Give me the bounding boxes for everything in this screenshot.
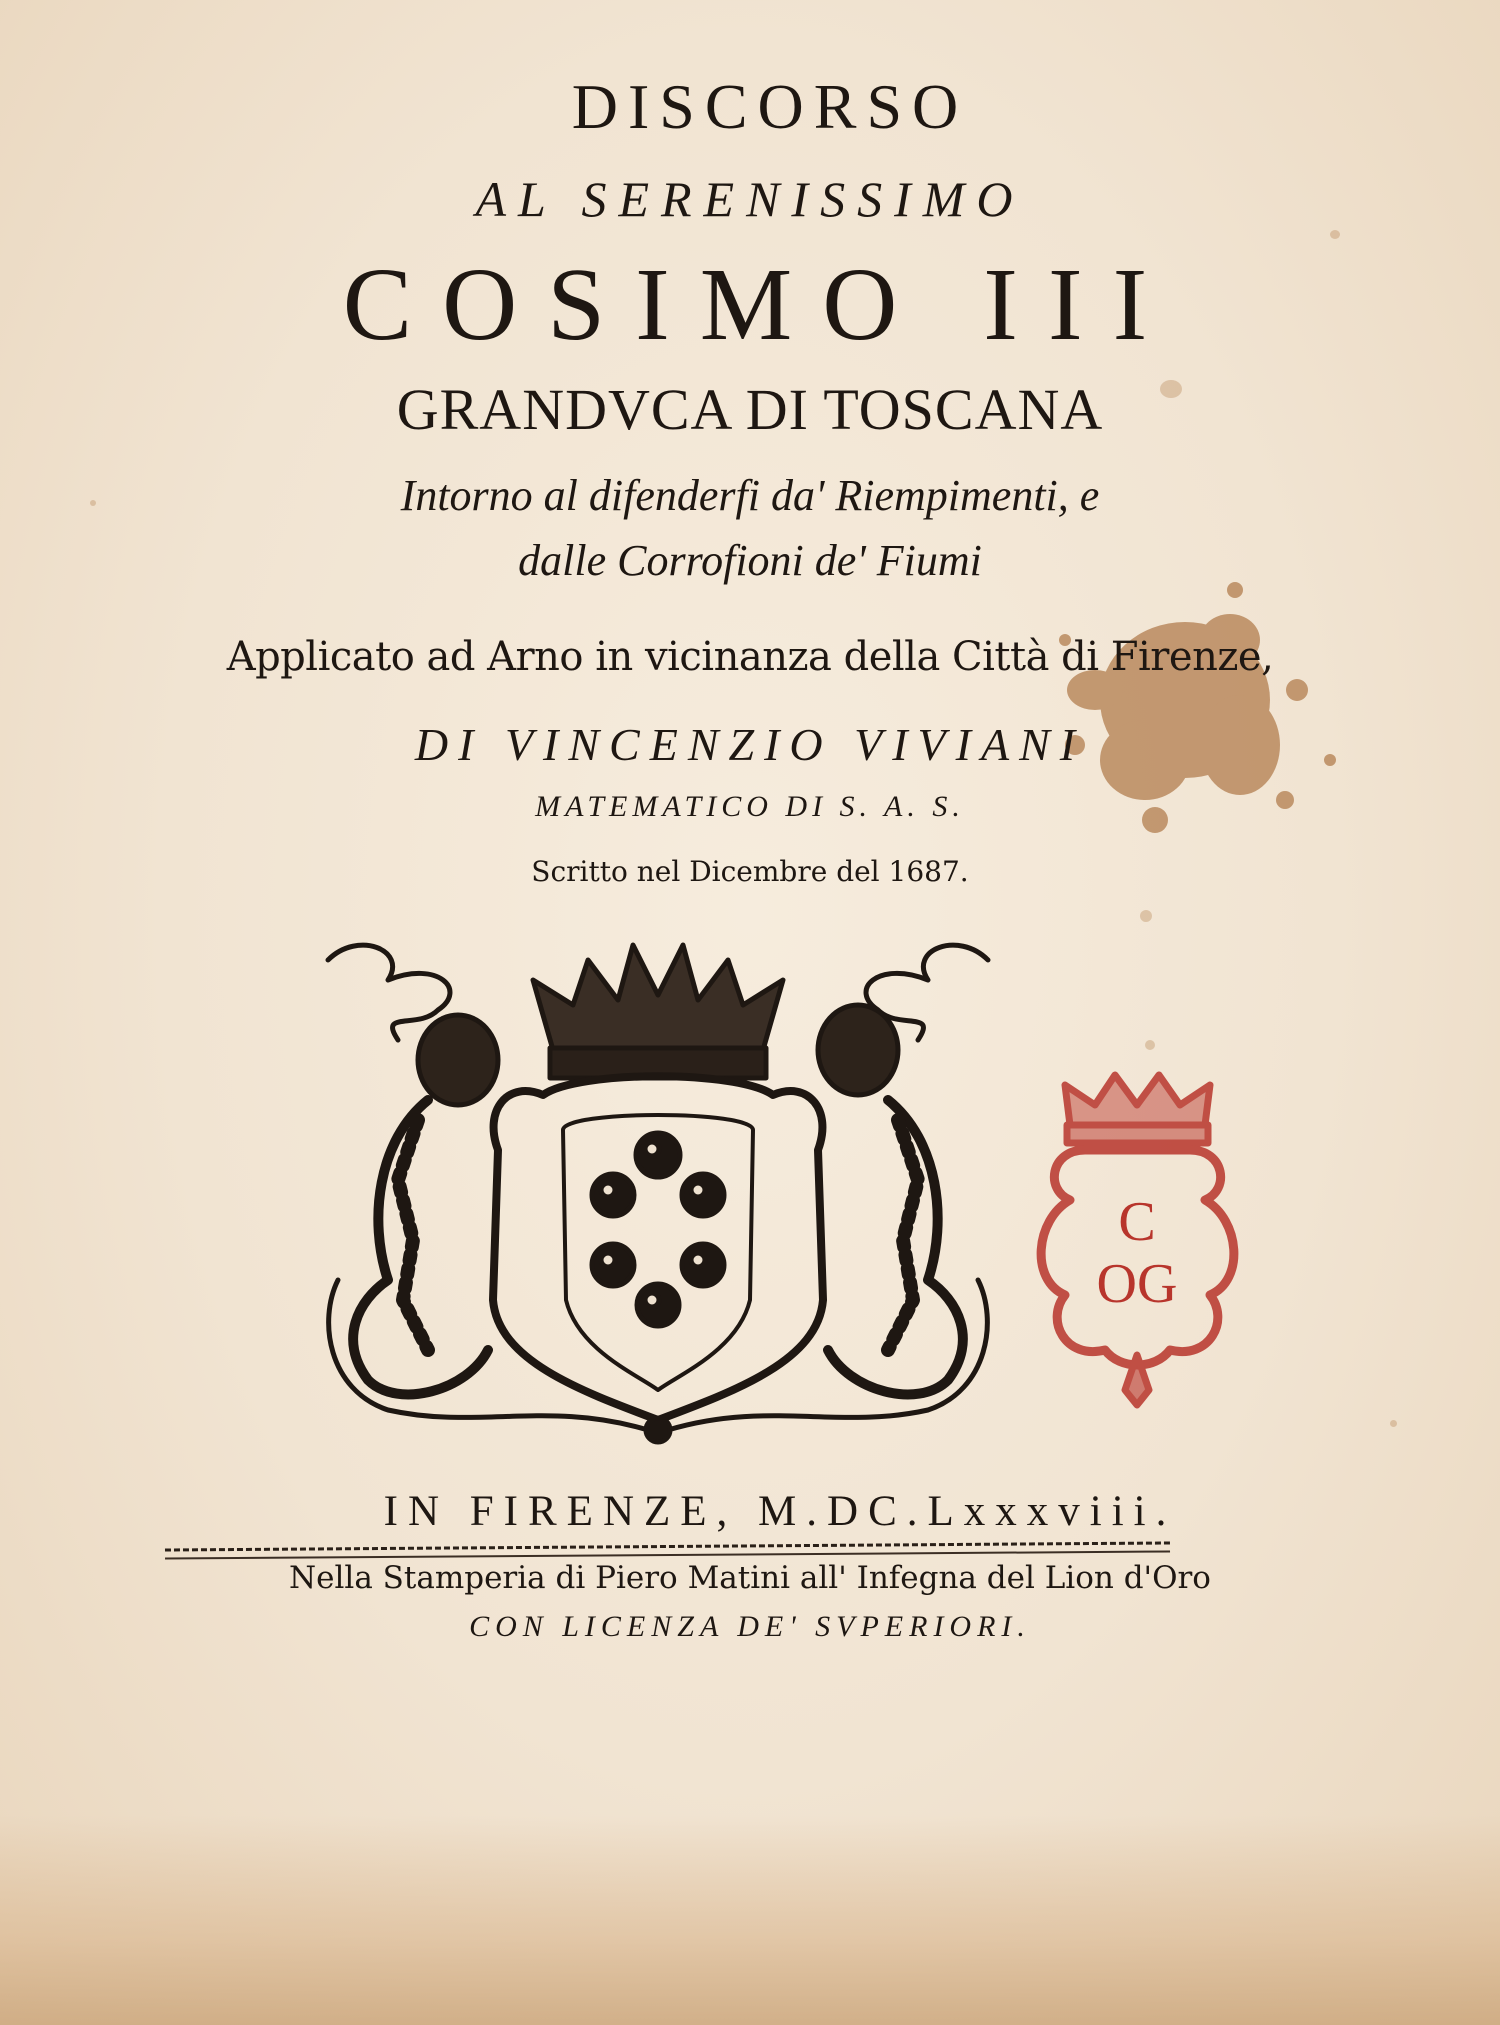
dedication-line: AL SERENISSIMO xyxy=(475,171,1025,227)
foxing-spot xyxy=(1145,1040,1155,1050)
stamp-letters-top: C xyxy=(1118,1191,1156,1253)
applied-line: Applicato ad Arno in vicinanza della Città di Firenze, xyxy=(226,634,1274,680)
water-stain xyxy=(0,1815,1500,2025)
printer-line: Nella Stamperia di Piero Matini all' Infegna del Lion d'Oro xyxy=(289,1560,1211,1596)
title-granduca: GRANDVCA DI TOSCANA xyxy=(396,377,1104,442)
title-discorso: DISCORSO xyxy=(571,71,969,142)
author-title: MATEMATICO DI S. A. S. xyxy=(535,790,965,823)
title-cosimo: COSIMO III xyxy=(342,247,1178,362)
imprint-rule xyxy=(165,1541,1170,1559)
imprint-place-date: IN FIRENZE, M.DC.Lxxxviii. xyxy=(383,1488,1177,1535)
subject-line-1: Intorno al difenderfi da' Riempimenti, e xyxy=(400,471,1100,520)
subject-line-2: dalle Corrofioni de' Fiumi xyxy=(518,536,982,585)
author-line: DI VINCENZIO VIVIANI xyxy=(414,719,1086,770)
foxing-spot xyxy=(1330,230,1340,239)
written-date: Scritto nel Dicembre del 1687. xyxy=(531,855,969,888)
medici-coat-of-arms xyxy=(318,920,998,1450)
owner-stamp xyxy=(1025,1070,1250,1410)
foxing-spot xyxy=(1390,1420,1397,1427)
license-line: CON LICENZA DE' SVPERIORI. xyxy=(469,1610,1031,1643)
stamp-letters-bottom: OG xyxy=(1096,1253,1178,1315)
foxing-spot xyxy=(1140,910,1152,922)
